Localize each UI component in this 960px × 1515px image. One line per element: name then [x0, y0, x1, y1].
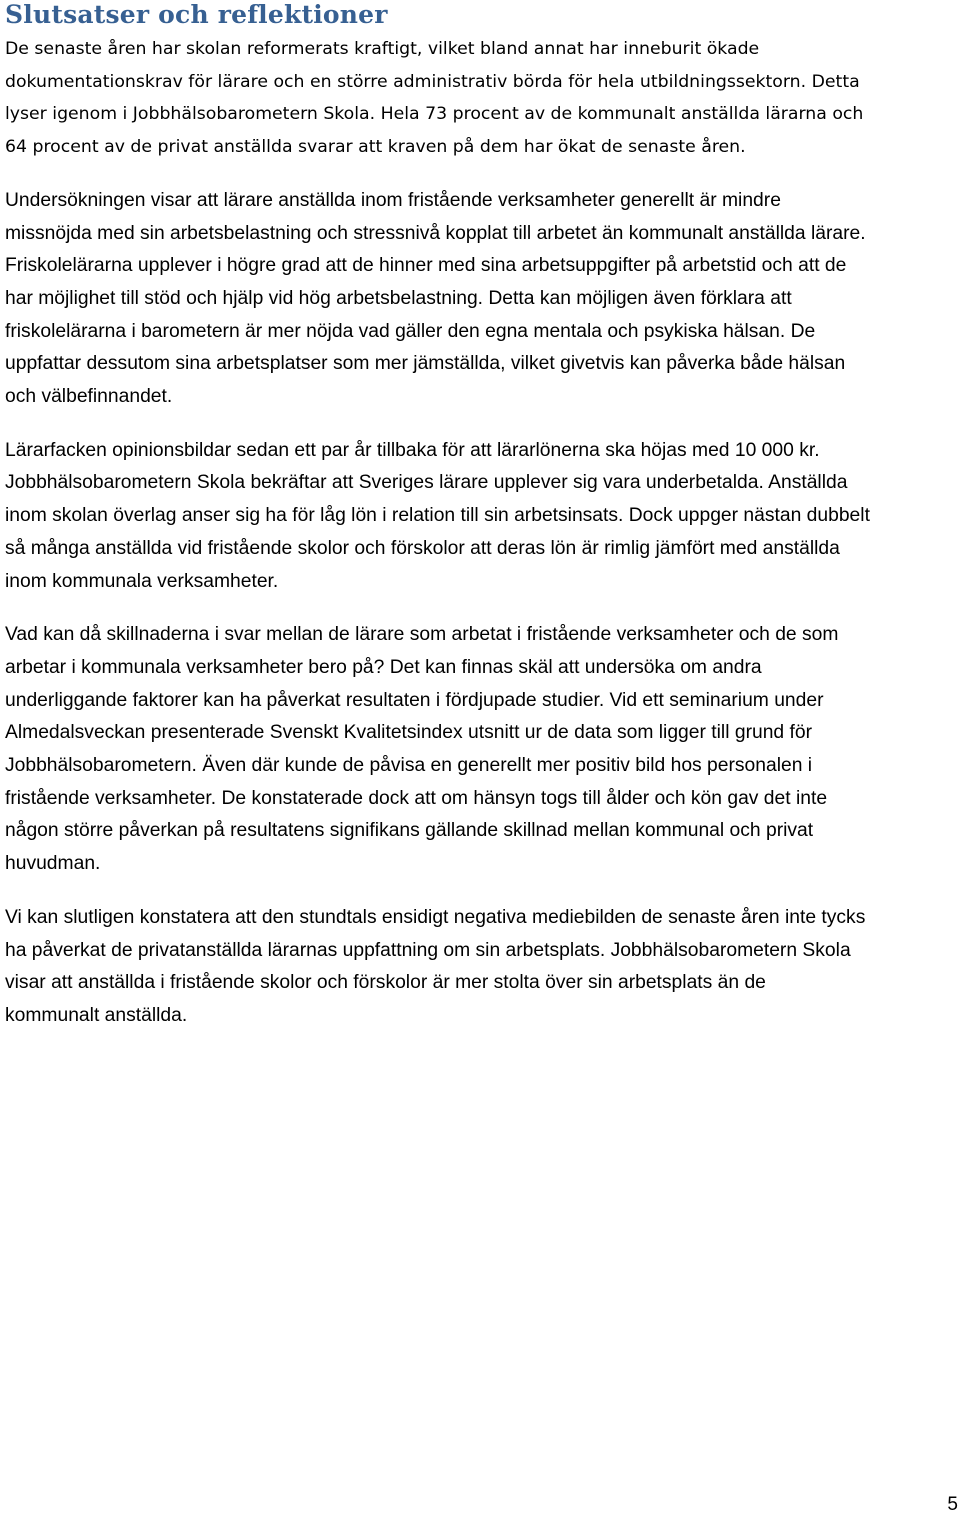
text-line: så många anställda vid fristående skolor och förskolor att deras lön är rimlig jämfört med anställda: [5, 537, 840, 559]
text-line: kommunalt anställda.: [5, 1004, 188, 1026]
text-line: huvudman.: [5, 853, 101, 875]
text-line: Vi kan slutligen konstatera att den stundtals ensidigt negativa mediebilden de senaste åren inte tycks: [5, 906, 866, 928]
paragraph-spacer: [5, 164, 960, 185]
section-heading: Slutsatser och reflektioner: [5, 0, 388, 29]
paragraph-1: [5, 33, 960, 164]
text-line: dokumentationskrav för lärare och en större administrativ börda för hela utbildningssektorn. Detta: [5, 71, 860, 92]
text-line: uppfattar dessutom sina arbetsplatser som mer jämställda, vilket givetvis kan påverka både hälsan: [5, 353, 846, 375]
text-line: fristående verksamheter. De konstaterade dock att om hänsyn togs till ålder och kön gav det inte: [5, 787, 828, 809]
text-line: Friskolelärarna upplever i högre grad att de hinner med sina arbetsuppgifter på arbetstid och att de: [5, 255, 847, 277]
text-line: missnöjda med sin arbetsbelastning och stressnivå kopplat till arbetet än kommunalt anställda lärare.: [5, 222, 866, 244]
text-line: Almedalsveckan presenterade Svenskt Kvalitetsindex utsnitt ur de data som ligger till grund för: [5, 722, 813, 744]
paragraph-3: [5, 435, 960, 599]
paragraph-4: [5, 619, 960, 881]
text-line: Undersökningen visar att lärare anställda inom fristående verksamheter generellt är mindre: [5, 189, 781, 211]
text-line: De senaste åren har skolan reformerats kraftigt, vilket bland annat har inneburit ökade: [5, 39, 760, 59]
text-line: visar att anställda i fristående skolor och förskolor är mer stolta över sin arbetsplats än de: [5, 972, 766, 994]
text-line: Vad kan då skillnaderna i svar mellan de lärare som arbetat i fristående verksamheter och de som: [5, 624, 839, 646]
text-line: Jobbhälsobarometern. Även där kunde de påvisa en generellt mer positiv bild hos personalen i: [5, 755, 813, 777]
text-line: Jobbhälsobarometern Skola bekräftar att Sveriges lärare upplever sig vara underbetalda. Anställda: [5, 472, 848, 494]
paragraph-spacer: [5, 881, 960, 902]
page-number: 5: [947, 1494, 958, 1515]
paragraph-spacer: [5, 598, 960, 619]
text-line: och välbefinnandet.: [5, 386, 173, 408]
paragraph-5: [5, 902, 960, 1033]
text-line: Lärarfacken opinionsbildar sedan ett par år tillbaka för att lärarlönerna ska höjas med 10 000 kr.: [5, 439, 820, 461]
paragraph-spacer: [5, 414, 960, 435]
text-line: arbetar i kommunala verksamheter bero på? Det kan finnas skäl att undersöka om andra: [5, 656, 762, 678]
paragraph-2: [5, 185, 960, 414]
text-line: lyser igenom i Jobbhälsobarometern Skola. Hela 73 procent av de kommunalt anställda lärarna och: [5, 104, 864, 125]
text-line: har möjlighet till stöd och hjälp vid hög arbetsbelastning. Detta kan möjligen även förklara att: [5, 287, 792, 309]
document-page: [5, 0, 960, 1033]
text-line: någon större påverkan på resultatens signifikans gällande skillnad mellan kommunal och privat: [5, 820, 814, 842]
text-line: underliggande faktorer kan ha påverkat resultaten i fördjupade studier. Vid ett seminarium under: [5, 689, 824, 711]
text-line: friskolelärarna i barometern är mer nöjda vad gäller den egna mentala och psykiska hälsan. De: [5, 320, 816, 342]
text-line: inom kommunala verksamheter.: [5, 570, 279, 592]
text-line: 64 procent av de privat anställda svarar att kraven på dem har ökat de senaste åren.: [5, 137, 746, 158]
text-line: inom skolan överlag anser sig ha för låg lön i relation till sin arbetsinsats. Dock uppger nästan dubbelt: [5, 505, 870, 527]
text-line: ha påverkat de privatanställda lärarnas uppfattning om sin arbetsplats. Jobbhälsobarometern Skola: [5, 939, 851, 961]
